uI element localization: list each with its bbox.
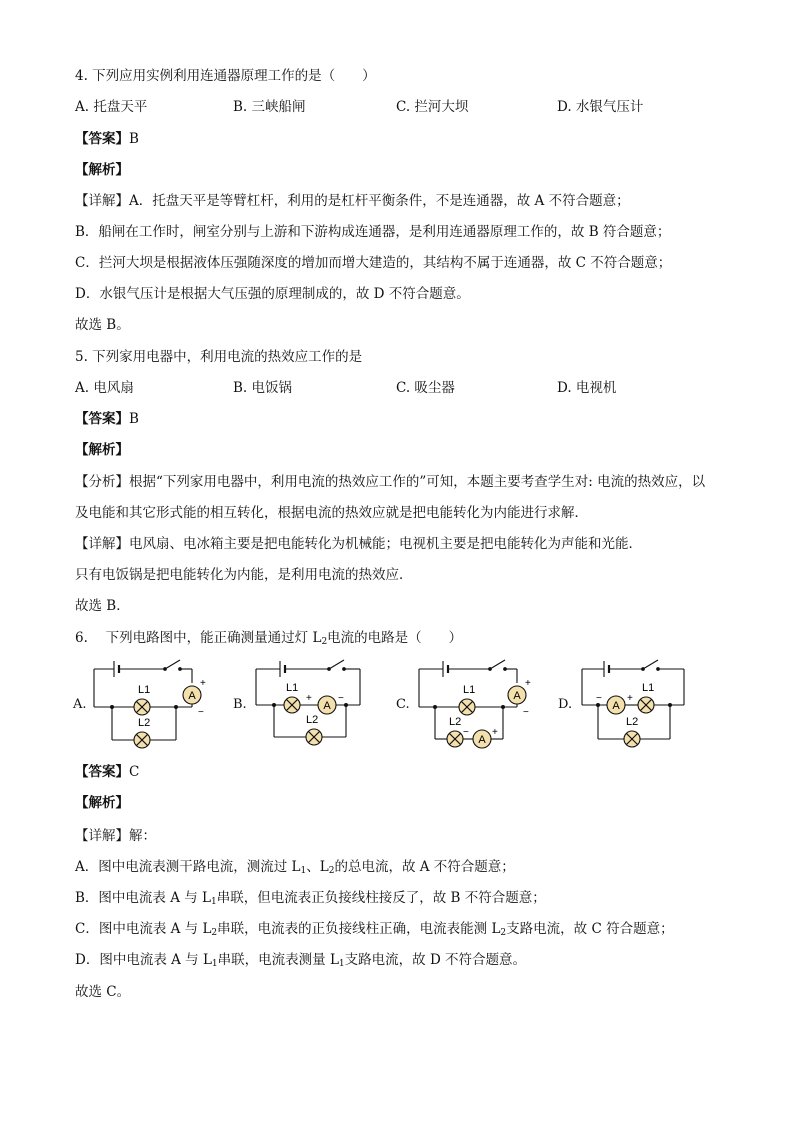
q6-conclusion: 故选 C。 xyxy=(75,984,131,1000)
plus-sign: + xyxy=(306,693,312,704)
circuit-d-label: D. xyxy=(558,697,573,712)
ammeter-symbol: A xyxy=(513,690,521,702)
q5-option-b: B. 电饭锅 xyxy=(233,380,293,396)
q5-conclusion: 故选 B． xyxy=(75,598,130,614)
minus-sign: − xyxy=(596,693,602,704)
plus-sign: + xyxy=(492,727,498,738)
lamp-l1-label: L1 xyxy=(463,684,476,696)
q6-detail-a: A．图中电流表测干路电流，测流过 $L_1$、$L_2$的总电流，故 A 不符合题意； xyxy=(75,859,515,876)
plus-sign: + xyxy=(525,678,531,689)
q5-option-c: C. 吸尘器 xyxy=(396,380,455,396)
q4-conclusion: 故选 B。 xyxy=(75,317,130,333)
answer-value: B xyxy=(129,411,139,427)
q6-detail-b: B．图中电流表 A 与 $L_1$串联，但电流表正负接线柱接反了，故 B 不符合题意； xyxy=(75,890,546,907)
circuit-diagram-c xyxy=(417,655,537,755)
circuit-diagram-a xyxy=(92,655,217,755)
q5-option-d: D. 电视机 xyxy=(557,380,617,396)
q4-option-d: D. 水银气压计 xyxy=(557,99,644,115)
q4-detail-c: C．拦河大坝是根据液体压强随深度的增加而增大建造的，其结构不属于连通器，故 C 不符合题意； xyxy=(75,255,672,271)
q5-detail-line1: 【详解】电风扇、电冰箱主要是把电能转化为机械能；电视机主要是把电能转化为声能和光能． xyxy=(75,536,642,552)
q6-answer xyxy=(75,762,139,782)
q5-answer xyxy=(75,409,139,429)
answer-value: C xyxy=(129,764,140,780)
lamp-l2-label: L2 xyxy=(449,716,462,728)
ammeter-symbol: A xyxy=(612,700,620,712)
answer-tag: 【答案】 xyxy=(75,764,129,780)
ammeter-symbol: A xyxy=(478,734,486,746)
q4-option-a: A. 托盘天平 xyxy=(75,99,148,115)
circuit-c-label: C. xyxy=(396,697,410,712)
q5-fenxi-line1: 【分析】根据“下列家用电器中，利用电流的热效应工作的”可知，本题主要考查学生对: 电流的热效应，以 xyxy=(75,474,706,490)
q4-analysis-tag: 【解析】 xyxy=(75,162,129,178)
circuit-diagram-d xyxy=(580,655,690,755)
q4-stem: 4. 下列应用实例利用连通器原理工作的是（ ） xyxy=(75,68,376,84)
plus-sign: + xyxy=(200,678,206,689)
minus-sign: − xyxy=(198,707,204,718)
lamp-l1-label: L1 xyxy=(138,684,151,696)
q6-detail-c: C．图中电流表 A 与 $L_2$串联，电流表的正负接线柱正确，电流表能测 $L_2$支路电流，故 C 符合题意； xyxy=(75,921,674,938)
q6-detail-head: 【详解】解： xyxy=(75,828,156,844)
lamp-l1-label: L1 xyxy=(642,682,655,694)
q4-detail-a: 【详解】A．托盘天平是等臂杠杆，利用的是杠杆平衡条件，不是连通器，故 A 不符合题意； xyxy=(75,193,630,209)
q4-option-b: B. 三峡船闸 xyxy=(233,99,306,115)
q4-detail-b: B．船闸在工作时，闸室分别与上游和下游构成连通器，是利用连通器原理工作的，故 B 符合题意； xyxy=(75,224,671,240)
answer-tag: 【答案】 xyxy=(75,131,129,147)
q4-option-c: C. 拦河大坝 xyxy=(396,99,469,115)
q5-stem: 5. 下列家用电器中，利用电流的热效应工作的是 xyxy=(75,349,363,365)
plus-sign: + xyxy=(627,693,633,704)
q5-option-a: A. 电风扇 xyxy=(75,380,134,396)
lamp-l1-label: L1 xyxy=(286,682,299,694)
q6-detail-d: D．图中电流表 A 与 $L_1$串联，电流表测量 $L_1$支路电流，故 D 不符合题意。 xyxy=(75,952,527,969)
lamp-l2-label: L2 xyxy=(138,717,151,729)
minus-sign: − xyxy=(338,693,344,704)
lamp-l2-label: L2 xyxy=(306,714,319,726)
q4-answer xyxy=(75,129,139,149)
answer-tag: 【答案】 xyxy=(75,411,129,427)
minus-sign: − xyxy=(463,727,469,738)
q5-analysis-tag: 【解析】 xyxy=(75,442,129,458)
circuit-a-label: A. xyxy=(73,697,87,712)
q5-fenxi-line2: 及电能和其它形式能的相互转化，根据电流的热效应就是把电能转化为内能进行求解． xyxy=(75,505,588,521)
q4-detail-d: D．水银气压计是根据大气压强的原理制成的，故 D 不符合题意。 xyxy=(75,286,470,302)
ammeter-symbol: A xyxy=(323,700,331,712)
q5-detail-line2: 只有电饭锅是把电能转化为内能，是利用电流的热效应． xyxy=(75,567,413,583)
ammeter-symbol: A xyxy=(188,690,196,702)
q6-analysis-tag: 【解析】 xyxy=(75,795,129,811)
lamp-l2-label: L2 xyxy=(626,716,639,728)
q6-stem: 6. 下列电路图中，能正确测量通过灯 $L_2$电流的电路是（ ） xyxy=(75,630,463,647)
minus-sign: − xyxy=(523,707,529,718)
circuit-diagram-b xyxy=(254,655,374,755)
answer-value: B xyxy=(129,131,139,147)
circuit-b-label: B. xyxy=(233,697,247,712)
